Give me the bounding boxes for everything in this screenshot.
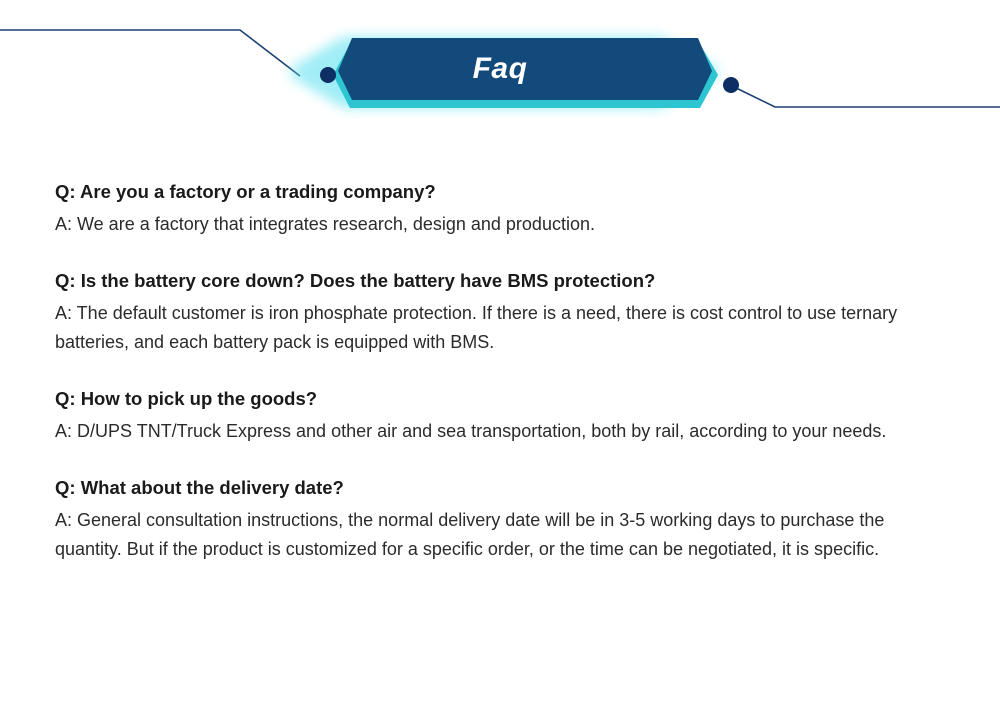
faq-answer: A: General consultation instructions, the normal delivery date will be in 3-5 working days to purchase the quantity. But if the product is customized for a specific order, or the time can be negotiated, it is specific. (55, 509, 885, 559)
faq-item (55, 474, 945, 564)
faq-answer: A: D/UPS TNT/Truck Express and other air and sea transportation, both by rail, according to your needs. (55, 420, 887, 441)
faq-list (0, 150, 1000, 564)
faq-answer: A: The default customer is iron phosphate protection. If there is a need, there is cost control to use ternary batteries, and each battery pack is equipped with BMS. (55, 302, 898, 352)
faq-question: Q: Is the battery core down? Does the battery have BMS protection? (55, 269, 656, 291)
page-title: Faq (472, 52, 528, 85)
faq-item (55, 385, 945, 446)
faq-question: Q: What about the delivery date? (55, 476, 344, 498)
right-connector-dot (723, 77, 739, 93)
left-connector-line (0, 30, 300, 76)
faq-item (55, 178, 945, 239)
right-connector-line (728, 84, 1000, 107)
faq-question: Q: Are you a factory or a trading company? (55, 181, 436, 202)
faq-question: Q: How to pick up the goods? (55, 387, 318, 409)
banner-graphic (0, 0, 1000, 150)
faq-answer: A: We are a factory that integrates research, design and production. (55, 213, 595, 234)
left-connector-dot (320, 67, 336, 83)
faq-item (55, 267, 945, 357)
ribbon-shape (338, 38, 712, 100)
faq-header-banner (0, 0, 1000, 150)
